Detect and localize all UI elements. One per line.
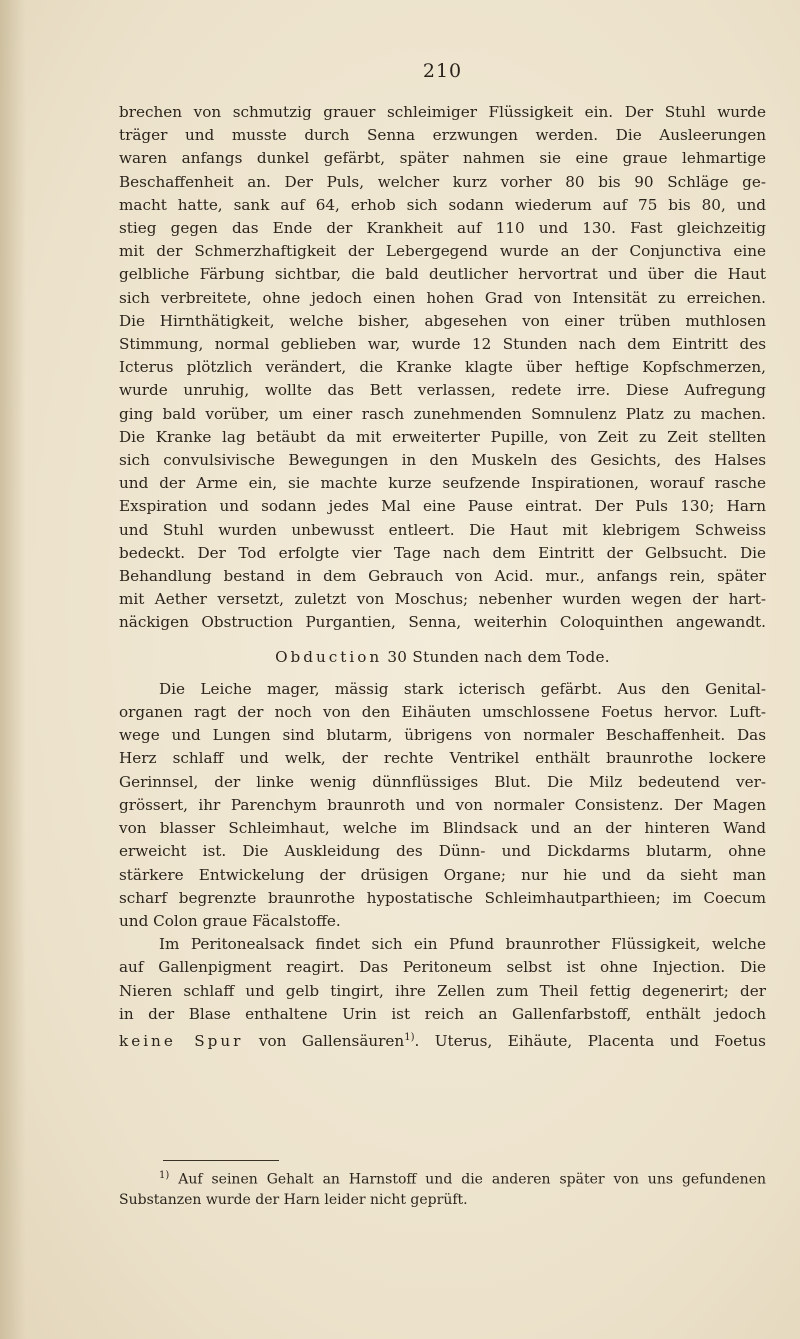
footnote-line (119, 1166, 766, 1190)
text-line: Nieren schlaff und gelb tingirt, ihre Zellen zum Theil fettig degenerirt; der (119, 981, 766, 1000)
text-line: sich convulsivische Bewegungen in den Muskeln des Gesichts, des Halses (119, 451, 766, 470)
text-line: Beschaffenheit an. Der Puls, welcher kurz vorher 80 bis 90 Schläge ge- (119, 172, 766, 191)
heading-rest: 30 Stunden nach dem Tode. (382, 647, 610, 666)
text-line: Die Hirnthätigkeit, welche bisher, abgesehen von einer trüben muthlosen (119, 311, 766, 330)
footnote (119, 1166, 766, 1210)
text-line: Die Leiche mager, mässig stark icterisch gefärbt. Aus den Genital- (159, 679, 766, 698)
text-line: Im Peritonealsack findet sich ein Pfund braunrother Flüssigkeit, welche (159, 935, 766, 954)
text-line: grössert, ihr Parenchym braunroth und von normaler Consistenz. Der Magen (119, 795, 766, 814)
text-line: macht hatte, sank auf 64, erhob sich sodann wiederum auf 75 bis 80, und (119, 195, 766, 214)
text-line: ging bald vorüber, um einer rasch zunehmenden Somnulenz Platz zu machen. (119, 404, 766, 423)
section-heading (119, 646, 766, 669)
text-line: mit Aether versetzt, zuletzt von Moschus; nebenher wurden wegen der hart- (119, 590, 766, 609)
text-line: erweicht ist. Die Auskleidung des Dünn- und Dickdarms blutarm, ohne (119, 842, 766, 861)
text-line: von blasser Schleimhaut, welche im Blindsack und an der hinteren Wand (119, 819, 766, 838)
text-line: Exspiration und sodann jedes Mal eine Pause eintrat. Der Puls 130; Harn (119, 497, 766, 516)
text-line: in der Blase enthaltene Urin ist reich an Gallenfarbstoff, enthält jedoch (119, 1004, 766, 1023)
text-line: wurde unruhig, wollte das Bett verlassen, redete irre. Diese Aufregung (119, 381, 766, 400)
footnote-text: Auf seinen Gehalt an Harnstoff und die anderen später von uns gefundenen (178, 1171, 767, 1188)
text-line: träger und musste durch Senna erzwungen werden. Die Ausleerungen (119, 126, 766, 145)
text-line: stieg gegen das Ende der Krankheit auf 110 und 130. Fast gleichzeitig (119, 219, 766, 238)
text-line: auf Gallenpigment reagirt. Das Peritoneum selbst ist ohne Injection. Die (119, 958, 766, 977)
text-line: und Stuhl wurden unbewusst entleert. Die Haut mit klebrigem Schweiss (119, 520, 766, 539)
paragraph-peritoneum-findings (119, 933, 766, 1026)
text-line: stärkere Entwickelung der drüsigen Organe; nur hie und da sieht man (119, 865, 766, 884)
paragraph-autopsy-findings (119, 678, 766, 933)
text-line: und der Arme ein, sie machte kurze seufzende Inspirationen, worauf rasche (119, 474, 766, 493)
line-text: von Gallensäuren (243, 1031, 405, 1050)
text-line: und Colon graue Fäcalstoffe. (119, 911, 341, 930)
text-line: scharf begrenzte braunrothe hypostatische Schleimhautparthieen; im Coecum (119, 888, 766, 907)
page-spine-shadow (0, 0, 26, 1339)
footnote-ref[interactable]: 1) (404, 1031, 415, 1043)
text-line: Stimmung, normal geblieben war, wurde 12 Stunden nach dem Eintritt des (119, 335, 766, 354)
text-line: näckigen Obstruction Purgantien, Senna, weiterhin Coloquinthen angewandt. (119, 613, 766, 632)
text-line: Icterus plötzlich verändert, die Kranke klagte über heftige Kopfschmerzen, (119, 358, 766, 377)
footnote-marker: 1) (159, 1170, 170, 1181)
text-line: waren anfangs dunkel gefärbt, später nahmen sie eine graue lehmartige (119, 149, 766, 168)
text-line: wege und Lungen sind blutarm, übrigens von normaler Beschaffenheit. Das (119, 726, 766, 745)
paragraph-last-line (119, 1026, 766, 1053)
heading-keyword: Obduction (275, 647, 383, 666)
emphasis-keine-spur: keine Spur (119, 1031, 244, 1050)
body-text (119, 101, 766, 1053)
text-line: Herz schlaff und welk, der rechte Ventrikel enthält braunrothe lockere (119, 749, 766, 768)
footnote-line: Substanzen wurde der Harn leider nicht geprüft. (119, 1191, 468, 1208)
paragraph-clinical-course (119, 101, 766, 635)
text-line: sich verbreitete, ohne jedoch einen hohen Grad von Intensität zu erreichen. (119, 288, 766, 307)
text-line: Behandlung bestand in dem Gebrauch von Acid. mur., anfangs rein, später (119, 567, 766, 586)
text-line: organen ragt der noch von den Eihäuten umschlossene Foetus hervor. Luft- (119, 703, 766, 722)
line-text: . Uterus, Eihäute, Placenta und Foetus (414, 1031, 766, 1050)
text-line: brechen von schmutzig grauer schleimiger Flüssigkeit ein. Der Stuhl wurde (119, 103, 766, 121)
text-line: mit der Schmerzhaftigkeit der Lebergegend wurde an der Conjunctiva eine (119, 242, 766, 261)
footnote-rule (163, 1160, 279, 1161)
page-number: 210 (422, 60, 463, 82)
text-line: gelbliche Färbung sichtbar, die bald deutlicher hervortrat und über die Haut (119, 265, 766, 284)
text-line: Gerinnsel, der linke wenig dünnflüssiges Blut. Die Milz bedeutend ver- (119, 772, 766, 791)
text-line: bedeckt. Der Tod erfolgte vier Tage nach dem Eintritt der Gelbsucht. Die (119, 543, 766, 562)
text-line: Die Kranke lag betäubt da mit erweiterter Pupille, von Zeit zu Zeit stellten (119, 427, 766, 446)
